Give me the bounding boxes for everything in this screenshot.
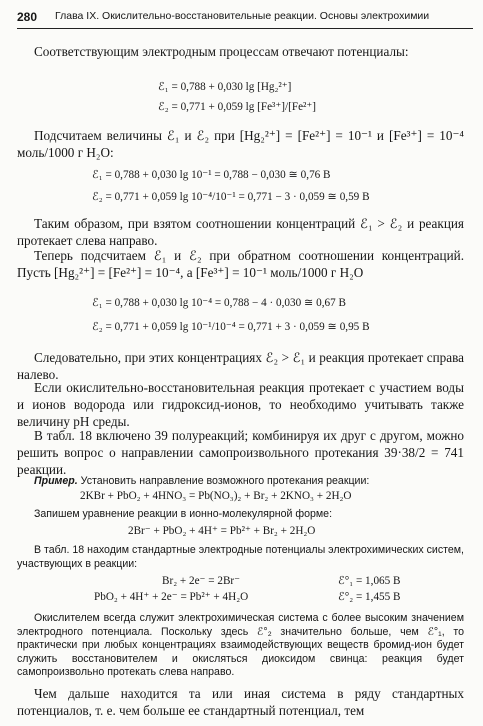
equation-e1-value-1: ℰ₁ = 0,788 + 0,030 lg 10⁻¹ = 0,788 − 0,030 ≅ 0,76 В: [92, 169, 331, 181]
potential-e1-standard: ℰ°₁ = 1,065 В: [338, 575, 401, 587]
equation-e2-value-1: ℰ₂ = 0,771 + 0,059 lg 10⁻⁴/10⁻¹ = 0,771 − 3 · 0,059 ≅ 0,59 В: [92, 191, 370, 203]
equation-e2: ℰ₂ = 0,771 + 0,059 lg [Fe³⁺]/[Fe²⁺]: [158, 101, 317, 113]
example-label: Пример.: [34, 475, 78, 487]
paragraph-ph-note: Если окислительно-восстановительная реакция протекает с участием воды и ионов водорода или гидроксид-ионов, то необходимо учитывать также величину pH среды.: [17, 380, 464, 429]
paragraph-table-18: В табл. 18 включено 39 полуреакций; комбинируя их друг с другом, можно решить вопрос о направлении самопроизвольного протекания 39·38/2 = 741 реакции.: [17, 428, 464, 477]
equation-e1-value-2: ℰ₁ = 0,788 + 0,030 lg 10⁻⁴ = 0,788 − 4 · 0,030 ≅ 0,67 В: [92, 297, 346, 309]
ionic-form-intro: Запишем уравнение реакции в ионно-молекулярной форме:: [34, 508, 333, 520]
potential-e2-standard: ℰ°₂ = 1,455 В: [338, 591, 401, 603]
chapter-title: Глава IX. Окислительно-восстановительные реакции. Основы электрохимии: [55, 10, 430, 22]
standard-potentials-intro: В табл. 18 находим стандартные электродные потенциалы электрохимических систем, участвующих в реакции:: [17, 544, 464, 570]
example-statement: [17, 475, 464, 489]
page-header: [17, 8, 467, 28]
equation-e1: ℰ₁ = 0,788 + 0,030 lg [Hg₂²⁺]: [158, 81, 292, 93]
header-rule: [17, 28, 473, 29]
oxidizer-explanation: Окислителем всегда служит электрохимическая система с более высоким значением электродного потенциала. Поскольку здесь ℰ°₂ значительно больше, чем ℰ°₁, то практически при любых концентрациях взаимодействующих веществ бромид-ион будет служить восстановителем и окисляться диоксидом свинца: реакция будет самопроизвольно протекать слева направо.: [17, 612, 464, 679]
equation-lead-half: PbO₂ + 4H⁺ + 2e⁻ = Pb²⁺ + 4H₂O: [94, 591, 249, 603]
paragraph-calculate-reverse: Теперь подсчитаем ℰ₁ и ℰ₂ при обратном соотношении концентраций. Пусть [Hg₂²⁺] = [Fe²⁺] = 10⁻⁴, а [Fe³⁺] = 10⁻¹ моль/1000 г H₂O: [17, 248, 464, 280]
example-text: Установить направление возможного протекания реакции:: [80, 475, 370, 487]
paragraph-conclusion-1: Таким образом, при взятом соотношении концентраций ℰ₁ > ℰ₂ и реакция протекает слева направо.: [17, 216, 464, 248]
paragraph-potentials-intro: Соответствующим электродным процессам отвечают потенциалы:: [34, 44, 409, 59]
paragraph-calculate-first: Подсчитаем величины ℰ₁ и ℰ₂ при [Hg₂²⁺] = [Fe²⁺] = 10⁻¹ и [Fe³⁺] = 10⁻⁴ моль/1000 г H₂O:: [17, 128, 464, 160]
paragraph-series-continues: Чем дальше находится та или иная система в ряду стандартных потенциалов, т. е. чем больше ее стандартный потенциал, тем: [17, 686, 464, 718]
paragraph-conclusion-2: Следовательно, при этих концентрациях ℰ₂ > ℰ₁ и реакция протекает справа налево.: [17, 350, 464, 382]
equation-ionic: 2Br⁻ + PbO₂ + 4H⁺ = Pb²⁺ + Br₂ + 2H₂O: [128, 525, 316, 537]
equation-e2-value-2: ℰ₂ = 0,771 + 0,059 lg 10⁻¹/10⁻⁴ = 0,771 + 3 · 0,059 ≅ 0,95 В: [92, 321, 370, 333]
equation-molecular: 2KBr + PbO₂ + 4HNO₃ = Pb(NO₃)₂ + Br₂ + 2KNO₃ + 2H₂O: [80, 490, 352, 502]
page-number: 280: [17, 10, 38, 24]
equation-bromine-half: Br₂ + 2e⁻ = 2Br⁻: [162, 575, 241, 587]
